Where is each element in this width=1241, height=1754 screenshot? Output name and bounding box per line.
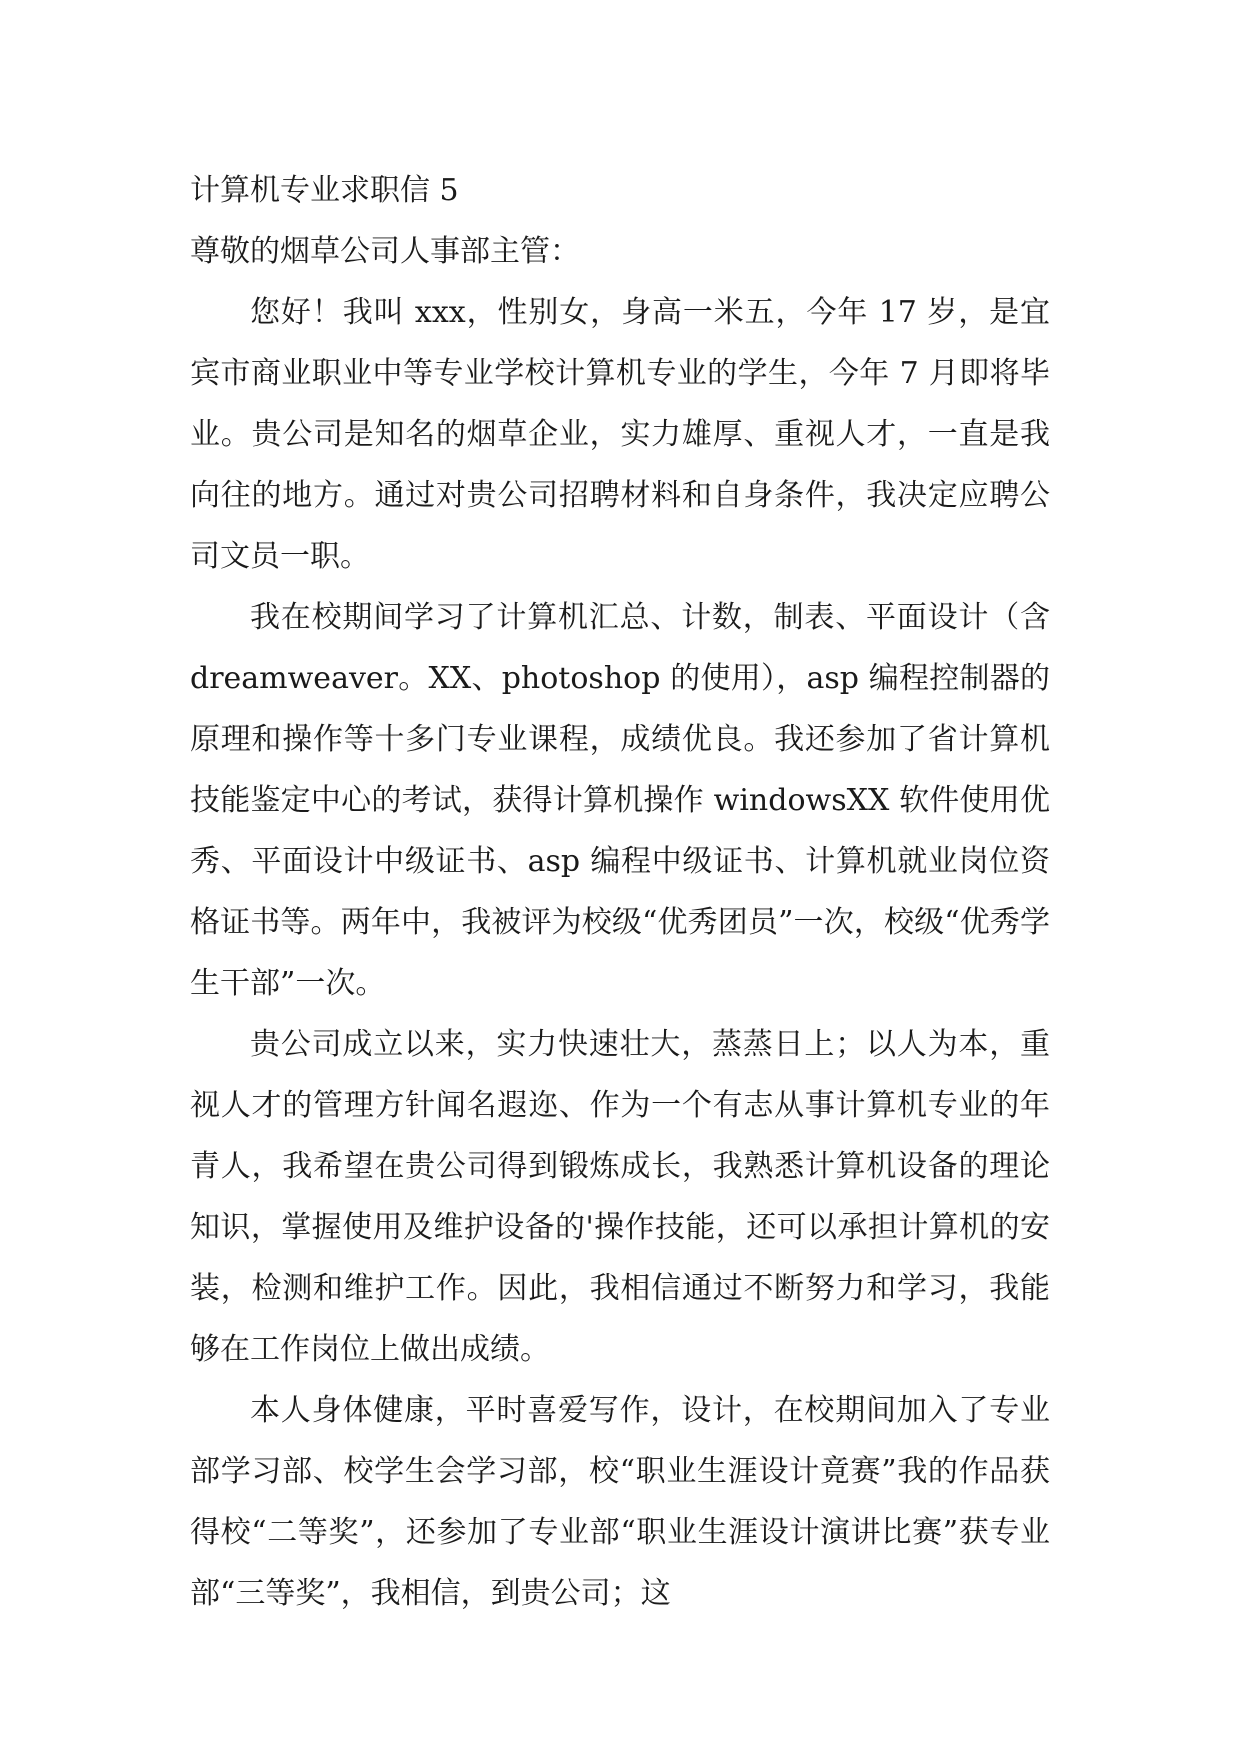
paragraph-education: 我在校期间学习了计算机汇总、计数，制表、平面设计（含 dreamweaver。XX、photoshop 的使用），asp 编程控制器的原理和操作等十多门专业课程，成绩优良。我还参加了省计算机技能鉴定中心的考试，获得计算机操作 windowsXX 软件使用优秀、平面设计中级证书、asp 编程中级证书、计算机就业岗位资格证书等。两年中，我被评为校级“优秀团员”一次，校级“优秀学生干部”一次。 [190, 600, 1050, 1001]
paragraph-introduction: 您好！我叫 xxx，性别女，身高一米五，今年 17 岁，是宜宾市商业职业中等专业学校计算机专业的学生，今年 7 月即将毕业。贵公司是知名的烟草企业，实力雄厚、重视人才，一直是我向往的地方。通过对贵公司招聘材料和自身条件，我决定应聘公司文员一职。 [190, 295, 1050, 574]
paragraph-personal: 本人身体健康，平时喜爱写作，设计，在校期间加入了专业部学习部、校学生会学习部，校“职业生涯设计竟赛”我的作品获得校“二等奖”，还参加了专业部“职业生涯设计演讲比赛”获专业部“三等奖”，我相信，到贵公司；这 [190, 1393, 1050, 1611]
paragraph-motivation: 贵公司成立以来，实力快速壮大，蒸蒸日上；以人为本，重视人才的管理方针闻名遐迩、作为一个有志从事计算机专业的年青人，我希望在贵公司得到锻炼成长，我熟悉计算机设备的理论知识，掌握使用及维护设备的'操作技能，还可以承担计算机的安装，检测和维护工作。因此，我相信通过不断努力和学习，我能够在工作岗位上做出成绩。 [190, 1027, 1050, 1367]
letter-body [190, 160, 1050, 1624]
document-title: 计算机专业求职信 5 [190, 173, 459, 208]
salutation: 尊敬的烟草公司人事部主管： [190, 234, 580, 269]
